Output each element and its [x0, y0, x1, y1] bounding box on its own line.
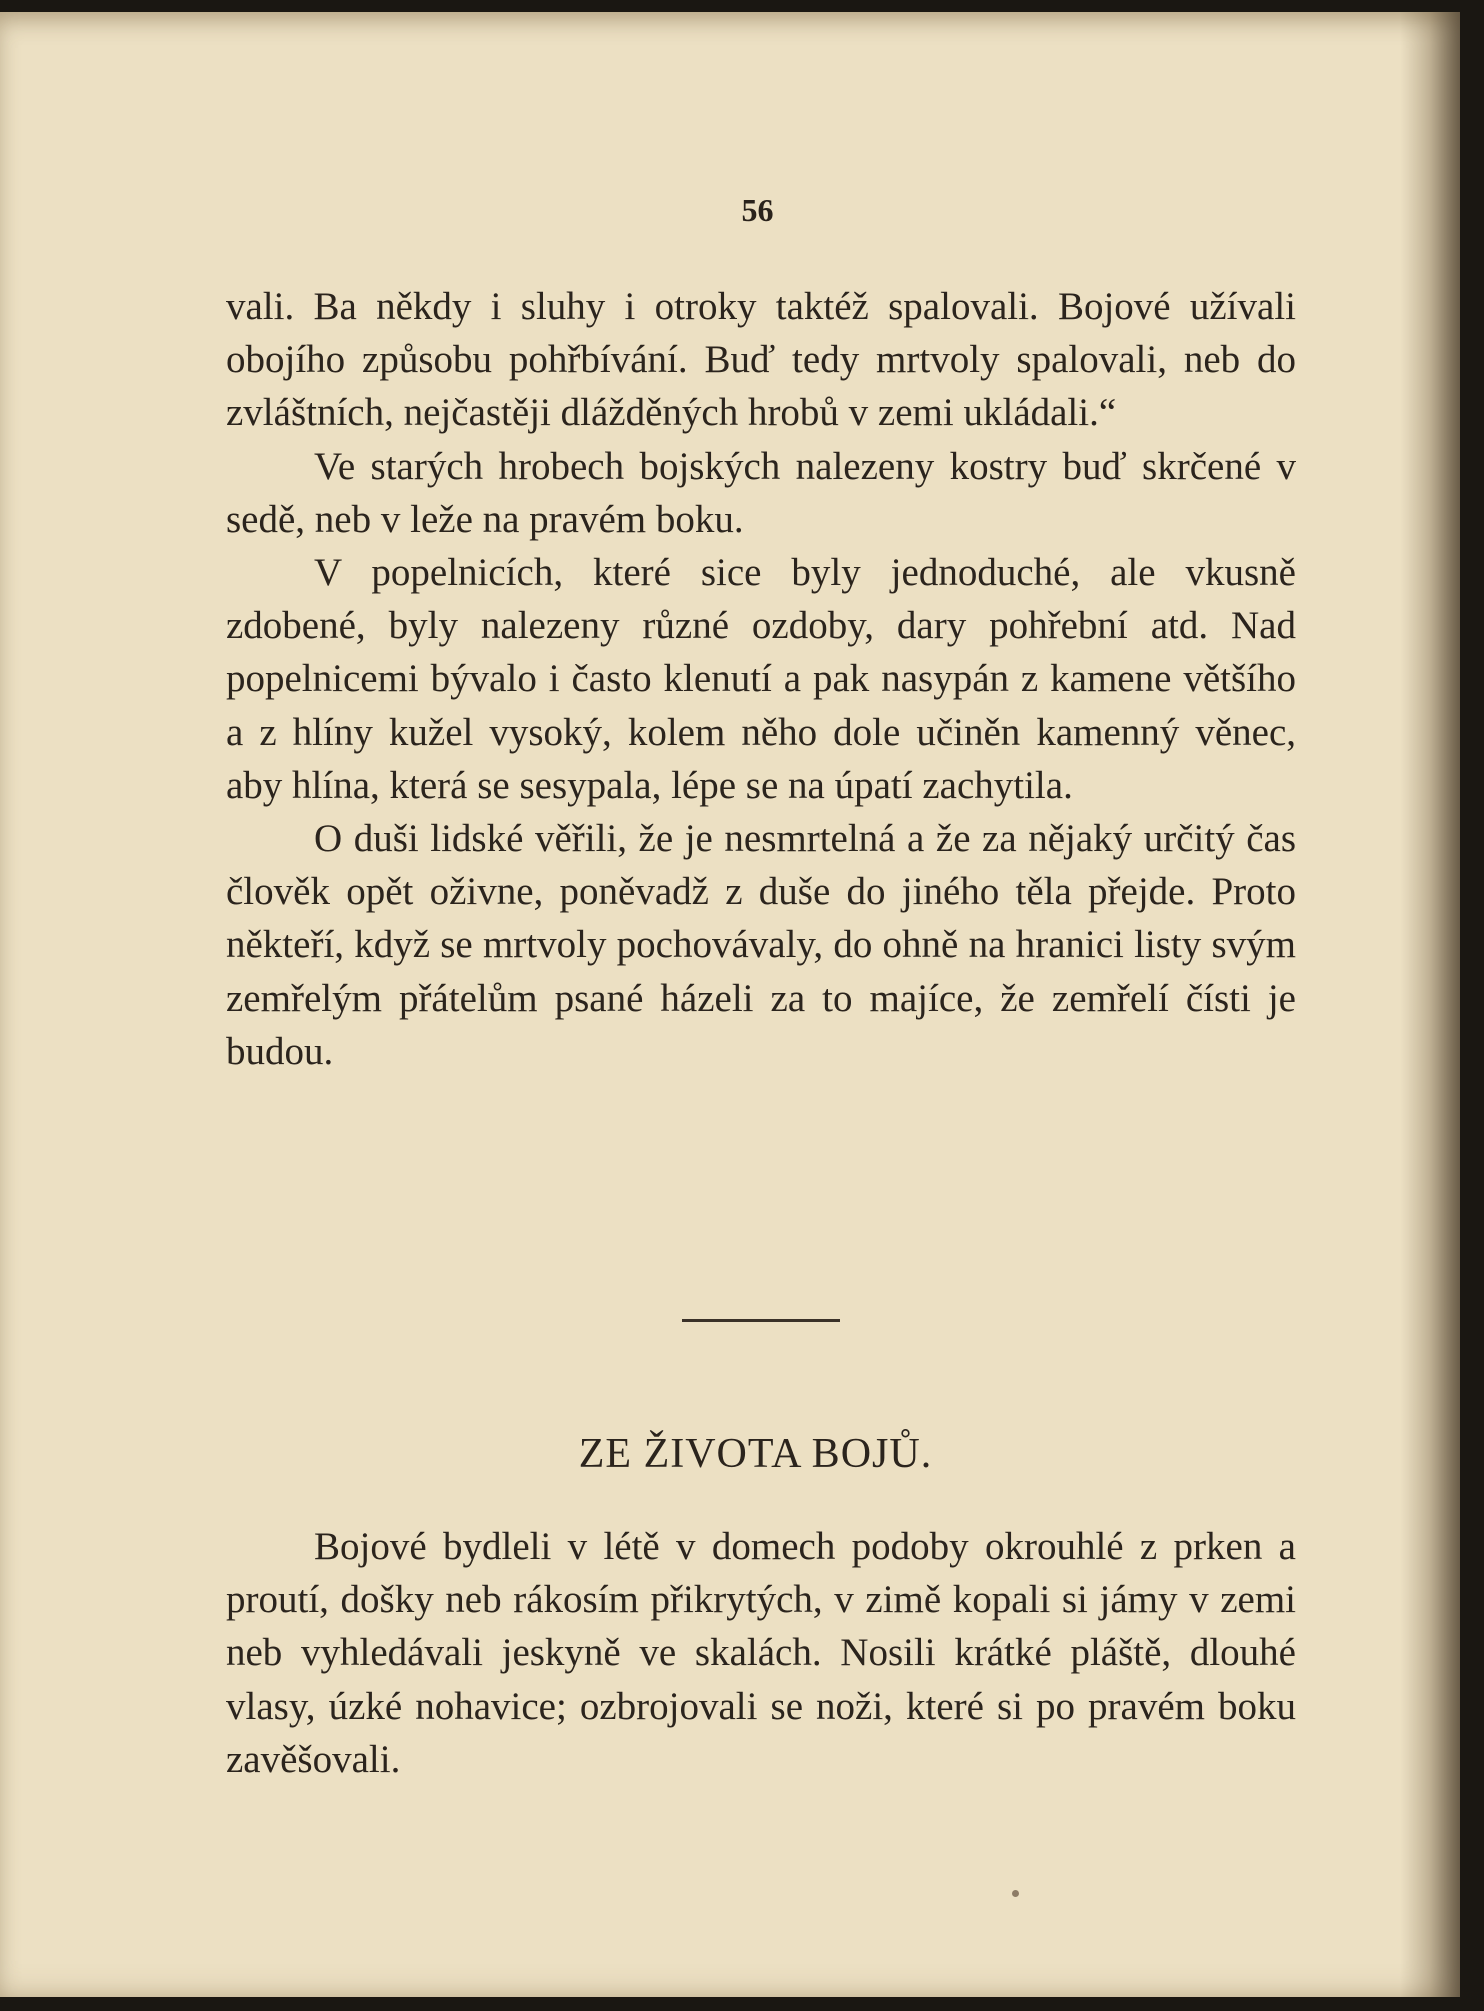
- book-page: [0, 12, 1460, 1997]
- section-divider: [682, 1319, 840, 1322]
- paragraph-urns: V popelnicích, které sice byly jednoduché, ale vkusně zdobené, byly nalezeny různé ozdoby, dary pohřební atd. Nad popelnicemi bývalo i často klenutí a pak nasypán z kamene většího a z hlíny kužel vysoký, kolem něho dole učiněn kamenný věnec, aby hlína, která se sesypala, lépe se na úpatí zachytila.: [226, 551, 1296, 807]
- paragraph-skeletons: Ve starých hrobech bojských nalezeny kostry buď skrčené v sedě, neb v leže na pravém boku.: [226, 444, 1296, 541]
- page-number: 56: [741, 192, 774, 228]
- section-title: ZE ŽIVOTA BOJŮ.: [578, 1431, 933, 1477]
- paragraph-continuation: vali. Ba někdy i sluhy i otroky taktéž spalovali. Bojové užívali obojího způsobu pohřbívání. Buď tedy mrtvoly spalovali, neb do zvláštních, nejčastěji dlážděných hrobů v zemi ukládali.“: [226, 285, 1296, 435]
- paragraph-dwellings: Bojové bydleli v létě v domech podoby okrouhlé z prken a proutí, došky neb rákosím přikrytých, v zimě kopali si jámy v zemi neb vyhledávali jeskyně ve skalách. Nosili krátké pláště, dlouhé vlasy, úzké nohavice; ozbrojovali se noži, které si po pravém boku zavěšovali.: [226, 1525, 1296, 1781]
- paragraph-soul: O duši lidské věřili, že je nesmrtelná a že za nějaký určitý čas člověk opět oživne, poněvadž z duše do jiného těla přejde. Proto někteří, když se mrtvoly pochovávaly, do ohně na hranici listy svým zemřelým přátelům psané házeli za to majíce, že zemřelí čísti je budou.: [226, 817, 1296, 1073]
- page-gutter-shadow: [1400, 12, 1460, 1997]
- section-body: [226, 1520, 1296, 1786]
- ink-speck: [1012, 1890, 1019, 1897]
- body-text: [226, 280, 1296, 1078]
